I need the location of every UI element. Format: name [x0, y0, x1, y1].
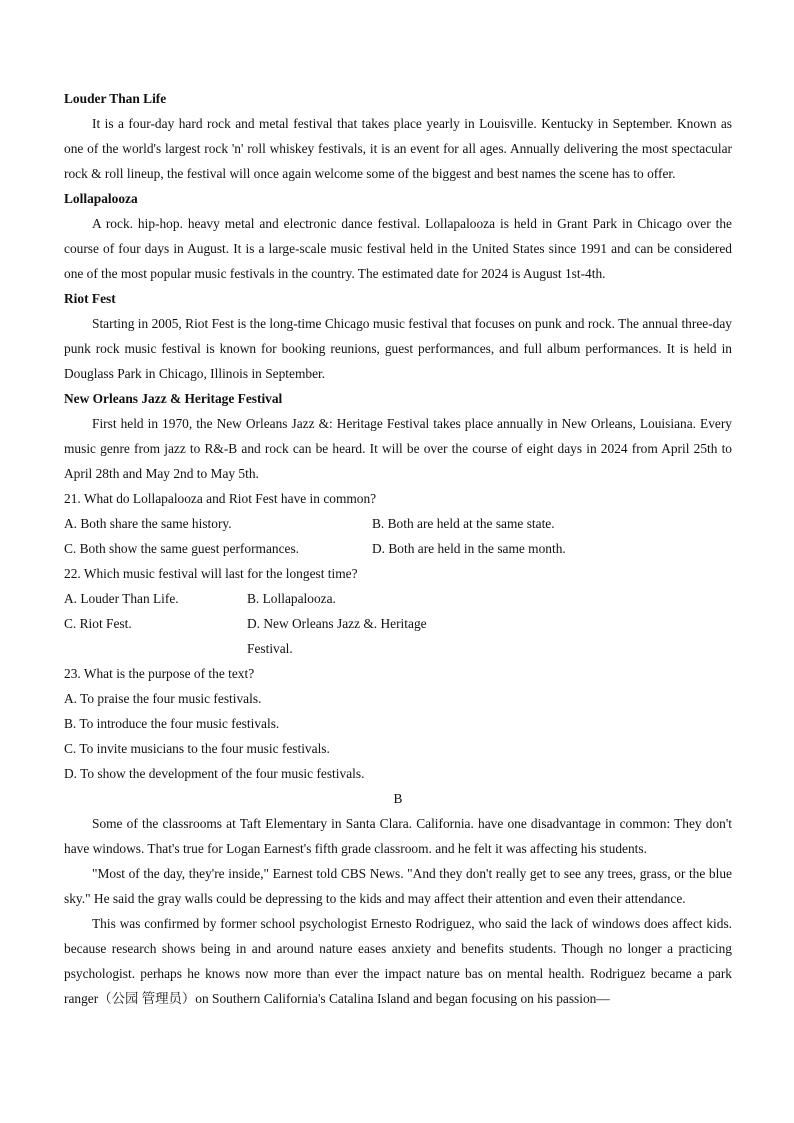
question-23-option-a: A. To praise the four music festivals.	[64, 691, 262, 706]
question-22-stem: 22. Which music festival will last for the longest time?	[64, 566, 358, 581]
question-21-stem: 21. What do Lollapalooza and Riot Fest have in common?	[64, 491, 377, 506]
section-b-label: B	[393, 791, 403, 806]
question-22-option-a: A. Louder Than Life.	[64, 591, 179, 606]
question-21-option-a: A. Both share the same history.	[64, 516, 232, 531]
question-21-option-c: C. Both show the same guest performances.	[64, 541, 300, 556]
festival-paragraph-riot-fest: Starting in 2005, Riot Fest is the long-time Chicago music festival that focuses on punk and rock. The annual three-day punk rock music festival is known for booking reunions, guest performances, and full album performances. It is held in Douglass Park in Chicago, Illinois in September.	[64, 316, 732, 381]
festival-heading-riot-fest: Riot Fest	[64, 291, 116, 306]
question-23-stem: 23. What is the purpose of the text?	[64, 666, 255, 681]
festival-heading-new-orleans-jazz: New Orleans Jazz & Heritage Festival	[64, 391, 283, 406]
question-23-option-c: C. To invite musicians to the four music festivals.	[64, 741, 330, 756]
festival-heading-lollapalooza: Lollapalooza	[64, 191, 138, 206]
question-23-option-d: D. To show the development of the four music festivals.	[64, 766, 365, 781]
question-23-option-b: B. To introduce the four music festivals.	[64, 716, 280, 731]
section-b-paragraph-3: This was confirmed by former school psychologist Ernesto Rodriguez, who said the lack of windows does affect kids. because research shows being in and around nature eases anxiety and benefits students. Though no longer a practicing psychologist. perhaps he knows now more than ever the impact nature bas on mental health. Rodriguez became a park ranger（公园 管理员）on Southern California's Catalina Island and began focusing on his passion—	[64, 916, 732, 1006]
festival-heading-louder-than-life: Louder Than Life	[64, 91, 167, 106]
festival-paragraph-new-orleans-jazz: First held in 1970, the New Orleans Jazz &: Heritage Festival takes place annually in New Orleans, Louisiana. Every music genre from jazz to R&-B and rock can be heard. It will be over the course of eight days in 2024 from April 25th to April 28th and May 2nd to May 5th.	[64, 416, 732, 481]
question-22-option-b: B. Lollapalooza.	[247, 591, 336, 606]
question-22-option-c: C. Riot Fest.	[64, 616, 132, 631]
question-22-options-row-2	[64, 611, 732, 661]
question-21-option-b: B. Both are held at the same state.	[372, 516, 555, 531]
question-22-option-d: D. New Orleans Jazz &. Heritage Festival.	[247, 616, 427, 656]
question-21-option-d: D. Both are held in the same month.	[372, 541, 566, 556]
section-b-paragraph-2: "Most of the day, they're inside," Earnest told CBS News. "And they don't really get to see any trees, grass, or the blue sky." He said the gray walls could be depressing to the kids and may affect their attention and even their attendance.	[64, 866, 732, 906]
question-22-options-row-1	[64, 586, 732, 611]
question-21-options-row-1	[64, 511, 732, 536]
festival-paragraph-lollapalooza: A rock. hip-hop. heavy metal and electronic dance festival. Lollapalooza is held in Grant Park in Chicago over the course of four days in August. It is a large-scale music festival held in the United States since 1991 and can be considered one of the most popular music festivals in the country. The estimated date for 2024 is August 1st-4th.	[64, 216, 732, 281]
exam-page	[64, 86, 732, 1011]
section-b-paragraph-1: Some of the classrooms at Taft Elementary in Santa Clara. California. have one disadvantage in common: They don't have windows. That's true for Logan Earnest's fifth grade classroom. and he felt it was affecting his students.	[64, 816, 732, 856]
festival-paragraph-louder-than-life: It is a four-day hard rock and metal festival that takes place yearly in Louisville. Kentucky in September. Known as one of the world's largest rock 'n' roll whiskey festivals, it is an event for all ages. Annually delivering the most spectacular rock & roll lineup, the festival will once again welcome some of the biggest and best names the scene has to offer.	[64, 116, 732, 181]
question-21-options-row-2	[64, 536, 732, 561]
